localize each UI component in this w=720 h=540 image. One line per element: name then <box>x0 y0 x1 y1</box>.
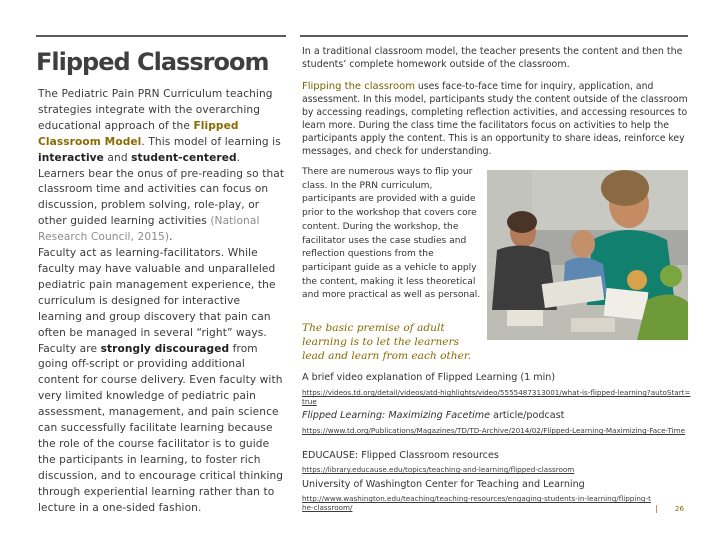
flipping-the-classroom-term: Flipping the classroom <box>302 81 415 92</box>
resource-article <box>302 410 692 435</box>
resource-title: Flipped Learning: Maximizing Facetime article/podcast <box>302 410 565 421</box>
resource-video <box>302 372 692 407</box>
resource-uw <box>302 479 692 513</box>
resource-link[interactable]: https://www.td.org/Publications/Magazines/TD/TD-Archive/2014/02/Flipped-Learning-Maximizing-Face-Time <box>302 426 686 435</box>
page-number: 26 <box>675 505 684 513</box>
classroom-photo <box>487 170 688 340</box>
resource-link[interactable]: http://www.washington.edu/teaching/teaching-resources/engaging-students-in-learning/flipping-the-classroom/ <box>302 494 651 513</box>
right-column-rule <box>300 35 688 37</box>
resource-title: University of Washington Center for Teaching and Learning <box>302 479 585 490</box>
left-column-text: The Pediatric Pain PRN Curriculum teaching strategies integrate with the overarching educational approach of the Flipped Classroom Model. This model of learning is interactive and student-centered. Learners bear the onus of pre-reading so that classroom time and activities can focus on discussion, problem solving, role-play, or other guided learning activities (National Research Council, 2015). Faculty act as learning-facilitators. While faculty may have valuable and unparalleled pediatric pain management experience, the curriculum is designed for interactive learning and group discovery that pain can often be managed in several “right” ways. Faculty are strongly discouraged from going off-script or providing additional content for course delivery. Even faculty with very limited knowledge of pediatric pain assessment, management, and pain science can successfully facilitate learning because the role of the course facilitator is to guide the participants in learning, to foster rich discussion, and to encourage critical thinking through experiential learning rather than to lecture in a one-sided fashion. <box>38 88 285 514</box>
traditional-model-paragraph: In a traditional classroom model, the teacher presents the content and then the students’ complete homework outside of the classroom. <box>302 46 683 70</box>
citation: (National Research Council, 2015) <box>38 215 260 244</box>
resource-link[interactable]: https://library.educause.edu/topics/teaching-and-learning/flipped-classroom <box>302 465 575 474</box>
flipped-classroom-model-term: Flipped Classroom Model <box>38 119 239 148</box>
ways-to-flip-paragraph: There are numerous ways to flip your class. In the PRN curriculum, participants are provided with a guide prior to the workshop that covers core content. During the workshop, the facilitator uses the case studies and reflection questions from the participant guide as a vehicle to apply the content, making it less theoretical and more practical as well as personal. <box>302 167 481 301</box>
quote: The basic premise of adult learning is to let the learners lead and learn from each other. <box>302 322 472 362</box>
resource-educause <box>302 450 692 474</box>
footer-separator: | <box>655 504 658 513</box>
flipping-paragraph: Flipping the classroom uses face-to-face time for inquiry, application, and assessment. In this model, participants study the content outside of the classroom by accessing readings, completing reflection activities, and accessing resources to learn more. During the class time the facilitators focus on activities to help the participants apply the content. This is an opportunity to share ideas, reinforce key messages, and check for understanding. <box>302 81 688 158</box>
resource-title: A brief video explanation of Flipped Learning (1 min) <box>302 372 556 383</box>
resource-title: EDUCAUSE: Flipped Classroom resources <box>302 450 499 461</box>
resource-link[interactable]: https://videos.td.org/detail/videos/atd-highlights/video/5555487313001/what-is-flipped-learning?autoStart=true <box>302 388 691 407</box>
title-rule <box>36 35 286 37</box>
page-title: Flipped Classroom <box>36 48 269 76</box>
